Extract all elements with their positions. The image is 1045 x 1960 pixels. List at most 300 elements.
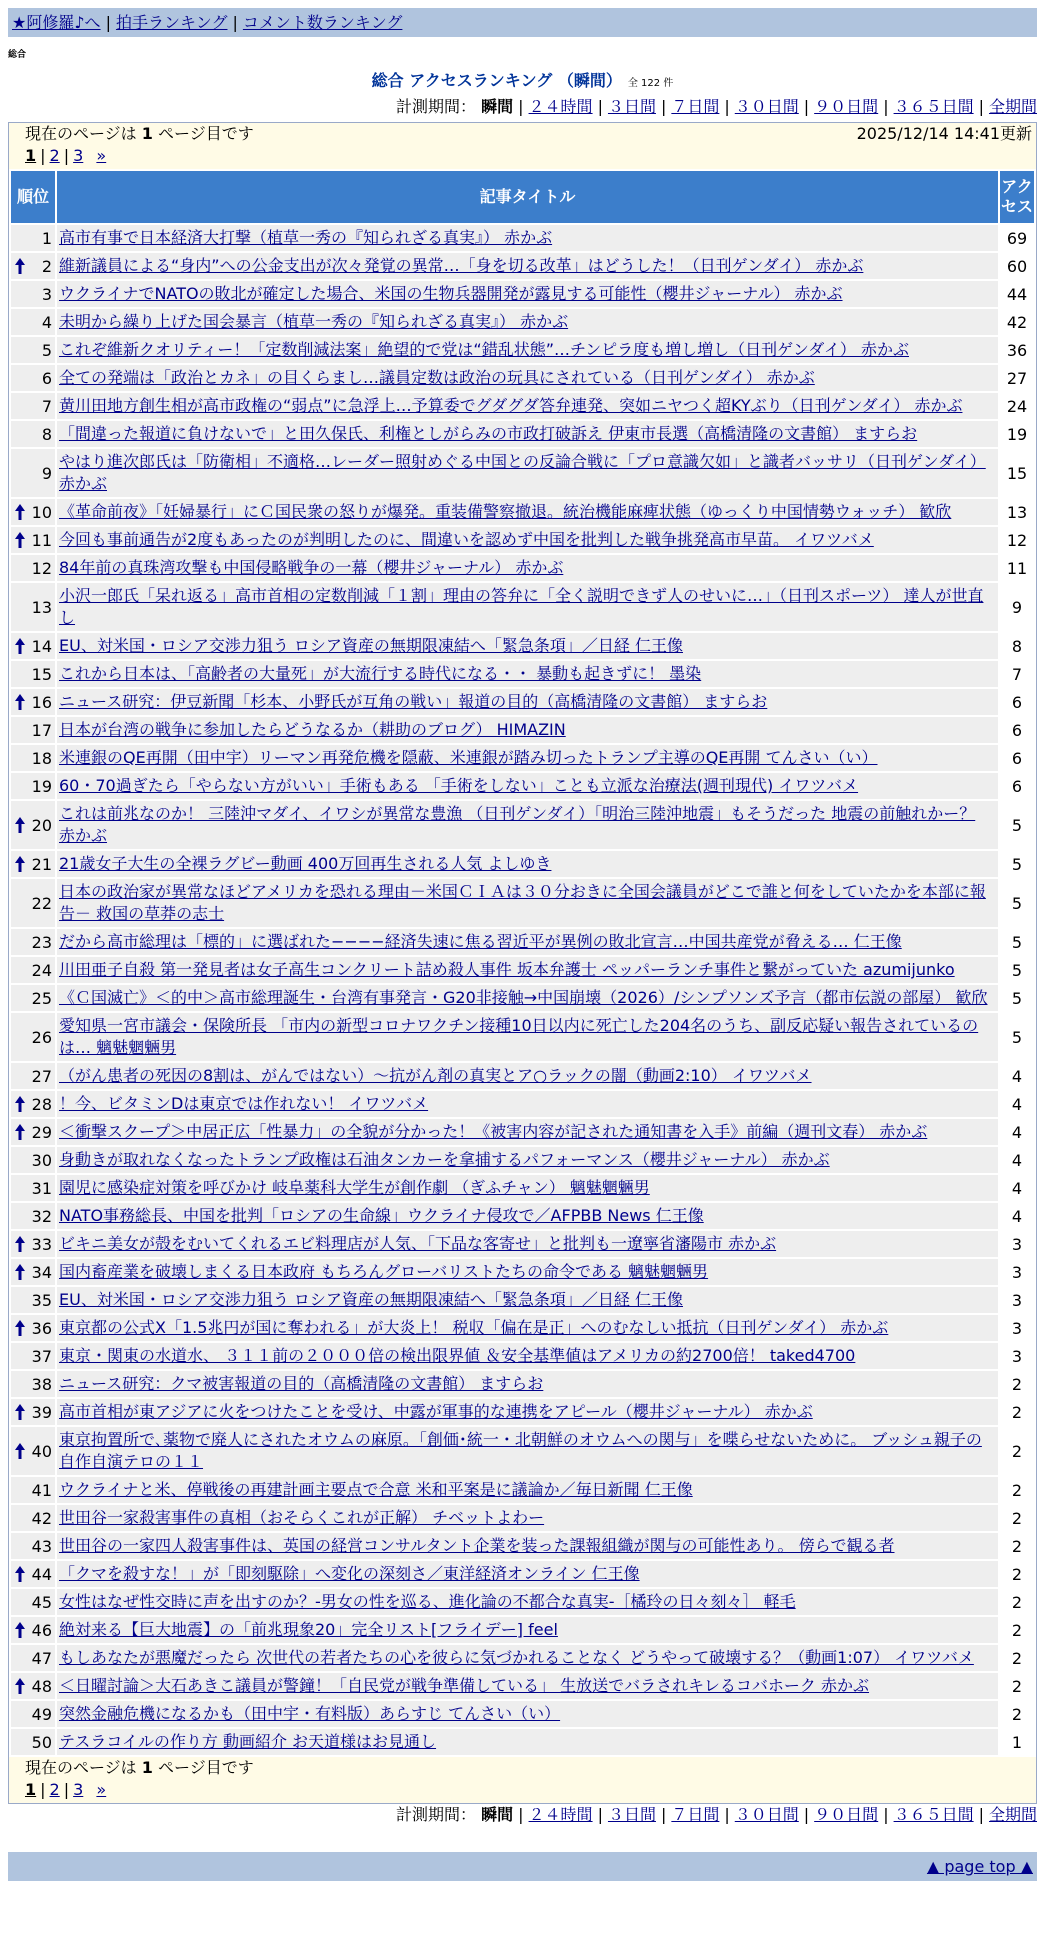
rank-number: 29 [31, 1122, 52, 1142]
rank-number: 40 [31, 1441, 52, 1461]
rank-up-arrow-icon [15, 258, 25, 274]
table-row [11, 1701, 1034, 1727]
article-title-link[interactable]: 世田谷の一家四人殺害事件は、英国の経営コンサルタント企業を装った課報組織が関与の可能性あり。 傍らで観る者 [59, 1536, 895, 1555]
article-title-link[interactable]: やはり進次郎氏は「防衛相」不適格…レーダー照射めぐる中国との反論合戦に「プロ意識欠如」と識者バッサリ（日刊ゲンダイ） 赤かぶ [59, 452, 986, 493]
rank-cell [11, 1427, 55, 1475]
rank-up-arrow-icon [15, 1320, 25, 1336]
title-cell [57, 1013, 998, 1061]
header-access: アクセス [1000, 171, 1034, 223]
rank-cell [11, 421, 55, 447]
title-cell [57, 253, 998, 279]
rank-up-arrow-icon [15, 638, 25, 654]
access-count: 2 [1000, 1561, 1034, 1587]
rank-number: 2 [41, 256, 52, 276]
rank-number: 10 [31, 502, 52, 522]
article-title-link[interactable]: 今回も事前通告が2度もあったのが判明したのに、間違いを認めず中国を批判した戦争挑発高市早苗。 イワツバメ [59, 530, 874, 549]
table-row [11, 1091, 1034, 1117]
table-row [11, 1147, 1034, 1173]
rank-up-arrow-icon [15, 1096, 25, 1112]
access-count: 2 [1000, 1673, 1034, 1699]
period-365d[interactable]: ３６５日間 [893, 1805, 974, 1824]
rank-up-arrow-icon [15, 1124, 25, 1140]
rank-number: 26 [31, 1027, 52, 1047]
table-row [11, 225, 1034, 251]
period-current: 瞬間 [481, 1805, 514, 1824]
access-count: 36 [1000, 337, 1034, 363]
table-row [11, 421, 1034, 447]
rank-cell [11, 499, 55, 525]
article-title-link[interactable]: 未明から繰り上げた国会暴言（植草一秀の『知られざる真実』） 赤かぶ [59, 312, 569, 331]
rank-cell [11, 1119, 55, 1145]
access-count: 2 [1000, 1477, 1034, 1503]
period-365d[interactable]: ３６５日間 [893, 97, 974, 116]
ranking-table [9, 169, 1036, 1757]
rank-number: 11 [31, 530, 52, 550]
table-row [11, 801, 1034, 849]
table-row [11, 449, 1034, 497]
article-title-link[interactable]: もしあなたが悪魔だったら 次世代の若者たちの心を彼らに気づかれることなく どうやって破壊する？（動画1:07） イワツバメ [59, 1648, 974, 1667]
table-row [11, 1673, 1034, 1699]
rank-cell [11, 745, 55, 771]
period-24h[interactable]: ２４時間 [528, 1805, 593, 1824]
table-row [11, 1477, 1034, 1503]
title-cell [57, 1701, 998, 1727]
table-row [11, 1617, 1034, 1643]
access-count: 12 [1000, 527, 1034, 553]
access-count: 2 [1000, 1533, 1034, 1559]
article-title-link[interactable]: ニュース研究：伊豆新聞「杉本、小野氏が互角の戦い」報道の目的（高橋清隆の文書館） ますらお [59, 692, 768, 711]
rank-up-arrow-icon [15, 532, 25, 548]
access-count: 5 [1000, 929, 1034, 955]
category-label: 総合 [8, 50, 27, 60]
table-row [11, 1119, 1034, 1145]
access-count: 5 [1000, 985, 1034, 1011]
page-next-link[interactable]: » [96, 1780, 107, 1799]
access-count: 6 [1000, 745, 1034, 771]
article-title-link[interactable]: ＜衝撃スクープ＞中居正広「性暴力」の全貌が分かった！《被害内容が記された通知書を入手》前編（週刊文春） 赤かぶ [59, 1122, 928, 1141]
rank-cell [11, 957, 55, 983]
access-count: 11 [1000, 555, 1034, 581]
article-title-link[interactable]: 絶対来る【巨大地震】の「前兆現象20」完全リスト[フライデー] feel [59, 1620, 558, 1639]
rank-number: 36 [31, 1318, 52, 1338]
access-count: 69 [1000, 225, 1034, 251]
article-title-link[interactable]: 「間違った報道に負けないで」と田久保氏、利権としがらみの市政打破訴え 伊東市長選（高橋清隆の文書館） ますらお [59, 424, 918, 443]
title-cell [57, 337, 998, 363]
period-90d[interactable]: ９０日間 [814, 1805, 879, 1824]
table-row [11, 957, 1034, 983]
title-cell [57, 1147, 998, 1173]
article-title-link[interactable]: ＜日曜討論＞大石あきこ議員が警鐘！「自民党が戦争準備している」 生放送でバラされキレるコバホーク 赤かぶ [59, 1676, 870, 1695]
page-2-link[interactable]: 2 [49, 146, 60, 165]
title-cell [57, 499, 998, 525]
period-label: 計測期間： [396, 97, 477, 116]
rank-number: 45 [31, 1592, 52, 1612]
rank-cell [11, 1175, 55, 1201]
rank-cell [11, 1701, 55, 1727]
article-title-link[interactable]: 高市首相が東アジアに火をつけたことを受け、中露が軍事的な連携をアピール（櫻井ジャーナル） 赤かぶ [59, 1402, 813, 1421]
access-count: 6 [1000, 717, 1034, 743]
access-count: 5 [1000, 879, 1034, 927]
access-count: 5 [1000, 1013, 1034, 1061]
rank-cell [11, 1203, 55, 1229]
article-title-link[interactable]: 女性はなぜ性交時に声を出すのか？-男女の性を巡る、進化論の不都合な真実-［橘玲の日々刻々］ 軽毛 [59, 1592, 796, 1611]
rank-up-arrow-icon [15, 1236, 25, 1252]
title-cell [57, 309, 998, 335]
table-row [11, 281, 1034, 307]
table-row [11, 1343, 1034, 1369]
pagination-top: 1 | 2 | 3 » [25, 146, 107, 165]
period-selector-bottom: 計測期間： 瞬間 | ２４時間 | ３日間 | ７日間 | ３０日間 | ９０日間 | ３６５日間 | 全期間 [396, 1805, 1037, 1824]
article-title-link[interactable]: 川田亜子自殺 第一発見者は女子高生コンクリート詰め殺人事件 坂本弁護士 ペッパーランチ事件と繋がっていた azumijunko [59, 960, 955, 979]
article-title-link[interactable]: 維新議員による“身内”への公金支出が次々発覚の異常…「身を切る改革」はどうした！（日刊ゲンダイ） 赤かぶ [59, 256, 864, 275]
rank-up-arrow-icon [15, 694, 25, 710]
access-count: 42 [1000, 309, 1034, 335]
table-row [11, 393, 1034, 419]
rank-cell [11, 1399, 55, 1425]
access-count: 1 [1000, 1729, 1034, 1755]
page-title: 総合 アクセスランキング （瞬間） [371, 71, 622, 90]
article-title-link[interactable]: これは前兆なのか！ 三陸沖マダイ、イワシが異常な豊漁 （日刊ゲンダイ）「明治三陸沖地震」もそうだった 地震の前触れかー？ 赤かぶ [59, 804, 976, 845]
rank-up-arrow-icon [15, 504, 25, 520]
table-row [11, 929, 1034, 955]
rank-number: 25 [31, 988, 52, 1008]
separator: | [232, 13, 238, 32]
rank-cell [11, 225, 55, 251]
article-title-link[interactable]: 身動きが取れなくなったトランプ政権は石油タンカーを拿捕するパフォーマンス（櫻井ジャーナル） 赤かぶ [59, 1150, 830, 1169]
access-count: 8 [1000, 633, 1034, 659]
article-title-link[interactable]: 米連銀のQE再開（田中宇）リーマン再発危機を隠蔽、米連銀が踏み切ったトランプ主導のQE再開 てんさい（い） [59, 748, 878, 767]
table-row [11, 1645, 1034, 1671]
article-title-link[interactable]: ビキニ美女が殻をむいてくれるエビ料理店が人気、「下品な客寄せ」と批判も一遼寧省瀋陽市 赤かぶ [59, 1234, 777, 1253]
rank-number: 5 [41, 340, 52, 360]
rank-cell [11, 1589, 55, 1615]
table-row [11, 527, 1034, 553]
title-cell [57, 1505, 998, 1531]
rank-up-arrow-icon [15, 1678, 25, 1694]
rank-number: 38 [31, 1374, 52, 1394]
rank-number: 32 [31, 1206, 52, 1226]
access-count: 3 [1000, 1259, 1034, 1285]
table-row [11, 1259, 1034, 1285]
access-count: 2 [1000, 1399, 1034, 1425]
rank-up-arrow-icon [15, 856, 25, 872]
rank-number: 16 [31, 692, 52, 712]
period-7d[interactable]: ７日間 [671, 97, 720, 116]
period-selector-top: 計測期間： 瞬間 | ２４時間 | ３日間 | ７日間 | ３０日間 | ９０日間 | ３６５日間 | 全期間 [396, 97, 1037, 116]
rank-number: 33 [31, 1234, 52, 1254]
header-rank: 順位 [11, 171, 55, 223]
article-title-link[interactable]: これぞ維新クオリティー！「定数削減法案」絶望的で党は“錯乱状態”…チンピラ度も増し増し（日刊ゲンダイ） 赤かぶ [59, 340, 909, 359]
article-title-link[interactable]: 愛知県一宮市議会・保険所長 「市内の新型コロナワクチン接種10日以内に死亡した204名のうち、副反応疑い報告されているのは… 魑魅魍魎男 [59, 1016, 979, 1057]
article-title-link[interactable]: 東京拘置所で､薬物で廃人にされたオウムの麻原。「創価･統一・北朝鮮のオウムへの関与」を喋らせないために。 ブッシュ親子の自作自演テロの１１ [59, 1430, 982, 1471]
rank-up-arrow-icon [15, 1566, 25, 1582]
rank-number: 46 [31, 1620, 52, 1640]
period-7d[interactable]: ７日間 [671, 1805, 720, 1824]
rank-number: 30 [31, 1150, 52, 1170]
table-row [11, 1533, 1034, 1559]
title-cell [57, 801, 998, 849]
article-title-link[interactable]: 東京・関東の水道水、 ３１１前の２０００倍の検出限界値 ＆安全基準値はアメリカの約2700倍！ taked4700 [59, 1346, 856, 1365]
rank-number: 4 [41, 312, 52, 332]
link-applause-ranking[interactable]: 拍手ランキング [115, 13, 228, 32]
table-row [11, 1063, 1034, 1089]
rank-number: 17 [31, 720, 52, 740]
article-title-link[interactable]: 国内畜産業を破壊しまくる日本政府 もちろんグローバリストたちの命令である 魑魅魍魎男 [59, 1262, 709, 1281]
table-row [11, 253, 1034, 279]
article-title-link[interactable]: 日本が台湾の戦争に参加したらどうなるか（耕助のブログ） HIMAZIN [59, 720, 566, 739]
title-cell [57, 1343, 998, 1369]
article-title-link[interactable]: ！今、ビタミンDは東京では作れない！ イワツバメ [59, 1094, 429, 1113]
page-info-bottom [9, 1757, 1036, 1779]
access-count: 3 [1000, 1287, 1034, 1313]
article-title-link[interactable]: 世田谷一家殺害事件の真相（おそらくこれが正解） チベットよわー [59, 1508, 545, 1527]
rank-up-arrow-icon [15, 1622, 25, 1638]
table-row [11, 1175, 1034, 1201]
rank-up-arrow-icon [15, 1404, 25, 1420]
period-90d[interactable]: ９０日間 [814, 97, 879, 116]
article-title-link[interactable]: NATO事務総長、中国を批判「ロシアの生命線」ウクライナ侵攻で／AFPBB News 仁王像 [59, 1206, 704, 1225]
rank-cell [11, 253, 55, 279]
access-count: 15 [1000, 449, 1034, 497]
access-count: 2 [1000, 1427, 1034, 1475]
table-row [11, 851, 1034, 877]
table-row [11, 689, 1034, 715]
article-title-link[interactable]: 黄川田地方創生相が高市政権の“弱点”に急浮上…予算委でグダグダ答弁連発、突如ニヤつく超KYぶり（日刊ゲンダイ） 赤かぶ [59, 396, 963, 415]
table-row [11, 1589, 1034, 1615]
table-row [11, 717, 1034, 743]
period-30d[interactable]: ３０日間 [734, 97, 799, 116]
rank-cell [11, 1147, 55, 1173]
article-title-link[interactable]: 高市有事で日本経済大打撃（植草一秀の『知られざる真実』） 赤かぶ [59, 228, 553, 247]
rank-cell [11, 337, 55, 363]
access-count: 27 [1000, 365, 1034, 391]
article-title-link[interactable]: 「クマを殺すな！」が「即刻駆除」へ変化の深刻さ／東洋経済オンライン 仁王像 [59, 1564, 640, 1583]
access-count: 2 [1000, 1371, 1034, 1397]
title-cell [57, 555, 998, 581]
article-title-link[interactable]: 東京都の公式X「1.5兆円が国に奪われる」が大炎上！ 税収「偏在是正」へのむなしい抵抗（日刊ゲンダイ） 赤かぶ [59, 1318, 889, 1337]
rank-cell [11, 527, 55, 553]
table-row [11, 365, 1034, 391]
article-title-link[interactable]: ニュース研究：クマ被害報道の目的（高橋清隆の文書館） ますらお [59, 1374, 544, 1393]
period-24h[interactable]: ２４時間 [528, 97, 593, 116]
rank-cell [11, 773, 55, 799]
access-count: 6 [1000, 773, 1034, 799]
title-cell [57, 929, 998, 955]
page-current: 1 [25, 1780, 37, 1799]
title-cell [57, 393, 998, 419]
title-cell [57, 1063, 998, 1089]
access-count: 4 [1000, 1203, 1034, 1229]
article-title-link[interactable]: テスラコイルの作り方 動画紹介 お天道様はお見通し [59, 1732, 437, 1751]
table-row [11, 1315, 1034, 1341]
rank-number: 37 [31, 1346, 52, 1366]
article-title-link[interactable]: EU、対米国・ロシア交渉力狙う ロシア資産の無期限凍結へ「緊急条項」／日経 仁王像 [59, 1290, 683, 1309]
title-cell [57, 1673, 998, 1699]
rank-cell [11, 1505, 55, 1531]
article-title-link[interactable]: 日本の政治家が異常なほどアメリカを恐れる理由－米国ＣＩＡは３０分おきに全国会議員がどこで誰と何をしていたかを本部に報告－ 救国の草莽の志士 [59, 882, 986, 923]
rank-cell [11, 1371, 55, 1397]
title-cell [57, 851, 998, 877]
article-title-link[interactable]: 84年前の真珠湾攻撃も中国侵略戦争の一幕（櫻井ジャーナル） 赤かぶ [59, 558, 564, 577]
total-count: 全 122 件 [627, 78, 674, 89]
rank-cell [11, 555, 55, 581]
page-info-top [9, 123, 1036, 145]
rank-number: 13 [31, 597, 52, 617]
article-title-link[interactable]: 全ての発端は「政治とカネ」の目くらまし…議員定数は政治の玩具にされている（日刊ゲンダイ） 赤かぶ [59, 368, 815, 387]
article-title-link[interactable]: だから高市総理は「標的」に選ばれた−−−−経済失速に焦る習近平が異例の敗北宣言…中国共産党が脅える… 仁王像 [59, 932, 902, 951]
link-asyura-top[interactable]: ★阿修羅♪へ [12, 13, 101, 32]
title-cell [57, 1427, 998, 1475]
article-title-link[interactable]: 21歳女子大生の全裸ラグビー動画 400万回再生される人気 よしゆき [59, 854, 552, 873]
access-count: 4 [1000, 1119, 1034, 1145]
article-title-link[interactable]: 小沢一郎氏「呆れ返る」高市首相の定数削減「１割」理由の答弁に「全く説明できず人のせいに…」（日刊スポーツ） 達人が世直し [59, 586, 984, 627]
rank-cell [11, 1533, 55, 1559]
title-cell [57, 527, 998, 553]
access-count: 9 [1000, 583, 1034, 631]
title-cell [57, 717, 998, 743]
ranking-panel [8, 122, 1037, 1804]
rank-number: 35 [31, 1290, 52, 1310]
rank-number: 34 [31, 1262, 52, 1282]
title-cell [57, 449, 998, 497]
pagination-bottom: 1 | 2 | 3 » [25, 1780, 107, 1799]
article-title-link[interactable]: 《革命前夜》「妊婦暴行」にＣ国民衆の怒りが爆発。重装備警察撤退。統治機能麻痺状態（ゆっくり中国情勢ウォッチ） 歓欣 [59, 502, 952, 521]
rank-cell [11, 1617, 55, 1643]
access-count: 5 [1000, 801, 1034, 849]
rank-number: 39 [31, 1402, 52, 1422]
period-all[interactable]: 全期間 [988, 1805, 1037, 1824]
rank-number: 24 [31, 960, 52, 980]
rank-cell [11, 309, 55, 335]
rank-number: 28 [31, 1094, 52, 1114]
title-cell [57, 879, 998, 927]
updated-timestamp: 2025/12/14 14:41更新 [856, 124, 1032, 143]
rank-cell [11, 1259, 55, 1285]
bottom-bar [8, 1852, 1037, 1881]
rank-number: 6 [41, 368, 52, 388]
rank-number: 49 [31, 1704, 52, 1724]
table-row [11, 337, 1034, 363]
table-row [11, 1203, 1034, 1229]
title-cell [57, 1477, 998, 1503]
table-row [11, 1427, 1034, 1475]
rank-cell [11, 1091, 55, 1117]
access-count: 4 [1000, 1091, 1034, 1117]
access-count: 24 [1000, 393, 1034, 419]
table-row [11, 985, 1034, 1011]
title-cell [57, 1315, 998, 1341]
rank-cell [11, 1287, 55, 1313]
title-cell [57, 745, 998, 771]
title-cell [57, 1561, 998, 1587]
separator: | [105, 13, 111, 32]
rank-number: 20 [31, 815, 52, 835]
access-count: 2 [1000, 1617, 1034, 1643]
rank-number: 12 [31, 558, 52, 578]
rank-cell [11, 717, 55, 743]
page-next-link[interactable]: » [96, 146, 107, 165]
title-cell [57, 633, 998, 659]
period-3d[interactable]: ３日間 [607, 1805, 656, 1824]
title-cell [57, 1533, 998, 1559]
title-cell [57, 1231, 998, 1257]
rank-number: 23 [31, 932, 52, 952]
table-row [11, 1231, 1034, 1257]
access-count: 4 [1000, 1063, 1034, 1089]
title-cell [57, 421, 998, 447]
article-title-link[interactable]: ウクライナと米、停戦後の再建計画主要点で合意 米和平案是に議論か／毎日新聞 仁王像 [59, 1480, 693, 1499]
period-3d[interactable]: ３日間 [607, 97, 656, 116]
rank-number: 31 [31, 1178, 52, 1198]
rank-number: 1 [41, 228, 52, 248]
access-count: 2 [1000, 1589, 1034, 1615]
rank-number: 9 [41, 463, 52, 483]
article-title-link[interactable]: 園児に感染症対策を呼びかけ 岐阜薬科大学生が創作劇 （ぎふチャン） 魑魅魍魎男 [59, 1178, 650, 1197]
title-cell [57, 1175, 998, 1201]
table-row [11, 309, 1034, 335]
rank-cell [11, 633, 55, 659]
table-row [11, 1371, 1034, 1397]
page-3-link[interactable]: 3 [73, 146, 84, 165]
access-count: 7 [1000, 661, 1034, 687]
page-3-link[interactable]: 3 [73, 1780, 84, 1799]
access-count: 5 [1000, 957, 1034, 983]
article-title-link[interactable]: 突然金融危機になるかも（田中宇・有料版）あらすじ てんさい（い） [59, 1704, 561, 1723]
page-top-link[interactable]: ▲ page top ▲ [926, 1857, 1033, 1876]
title-cell [57, 1091, 998, 1117]
article-title-link[interactable]: 《Ｃ国滅亡》＜的中＞高市総理誕生・台湾有事発言・G20非接触→中国崩壊（2026）/シンプソンズ予言（都市伝説の部屋） 歓欣 [59, 988, 988, 1007]
title-cell [57, 1729, 998, 1755]
article-title-link[interactable]: EU、対米国・ロシア交渉力狙う ロシア資産の無期限凍結へ「緊急条項」／日経 仁王像 [59, 636, 683, 655]
period-30d[interactable]: ３０日間 [734, 1805, 799, 1824]
period-current: 瞬間 [481, 97, 514, 116]
rank-number: 18 [31, 748, 52, 768]
period-all[interactable]: 全期間 [988, 97, 1037, 116]
title-cell [57, 689, 998, 715]
rank-cell [11, 1013, 55, 1061]
access-count: 5 [1000, 851, 1034, 877]
table-row [11, 555, 1034, 581]
rank-cell [11, 1673, 55, 1699]
table-row [11, 745, 1034, 771]
access-count: 3 [1000, 1231, 1034, 1257]
page-info-text: 現在のページは 1 ページ目です [25, 124, 254, 143]
rank-number: 21 [31, 854, 52, 874]
access-count: 13 [1000, 499, 1034, 525]
top-nav-bar [8, 8, 1037, 37]
article-title-link[interactable]: （がん患者の死因の8割は、がんではない）～抗がん剤の真実とア○ラックの闇（動画2:10） イワツバメ [59, 1066, 812, 1085]
access-count: 4 [1000, 1175, 1034, 1201]
article-title-link[interactable]: ウクライナでNATOの敗北が確定した場合、米国の生物兵器開発が露見する可能性（櫻井ジャーナル） 赤かぶ [59, 284, 843, 303]
title-cell [57, 1259, 998, 1285]
table-row [11, 1505, 1034, 1531]
page-2-link[interactable]: 2 [49, 1780, 60, 1799]
rank-number: 14 [31, 636, 52, 656]
title-cell [57, 225, 998, 251]
article-title-link[interactable]: これから日本は、「高齢者の大量死」が大流行する時代になる・・ 暴動も起きずに！ 墨染 [59, 664, 702, 683]
rank-up-arrow-icon [15, 817, 25, 833]
ranking-body [11, 225, 1034, 1755]
rank-cell [11, 929, 55, 955]
article-title-link[interactable]: 60・70過ぎたら「やらない方がいい」手術もある 「手術をしない」ことも立派な治療法(週刊現代) イワツバメ [59, 776, 859, 795]
title-cell [57, 1645, 998, 1671]
rank-cell [11, 801, 55, 849]
access-count: 2 [1000, 1645, 1034, 1671]
title-cell [57, 1119, 998, 1145]
rank-cell [11, 365, 55, 391]
rank-cell [11, 985, 55, 1011]
link-comment-ranking[interactable]: コメント数ランキング [242, 13, 403, 32]
